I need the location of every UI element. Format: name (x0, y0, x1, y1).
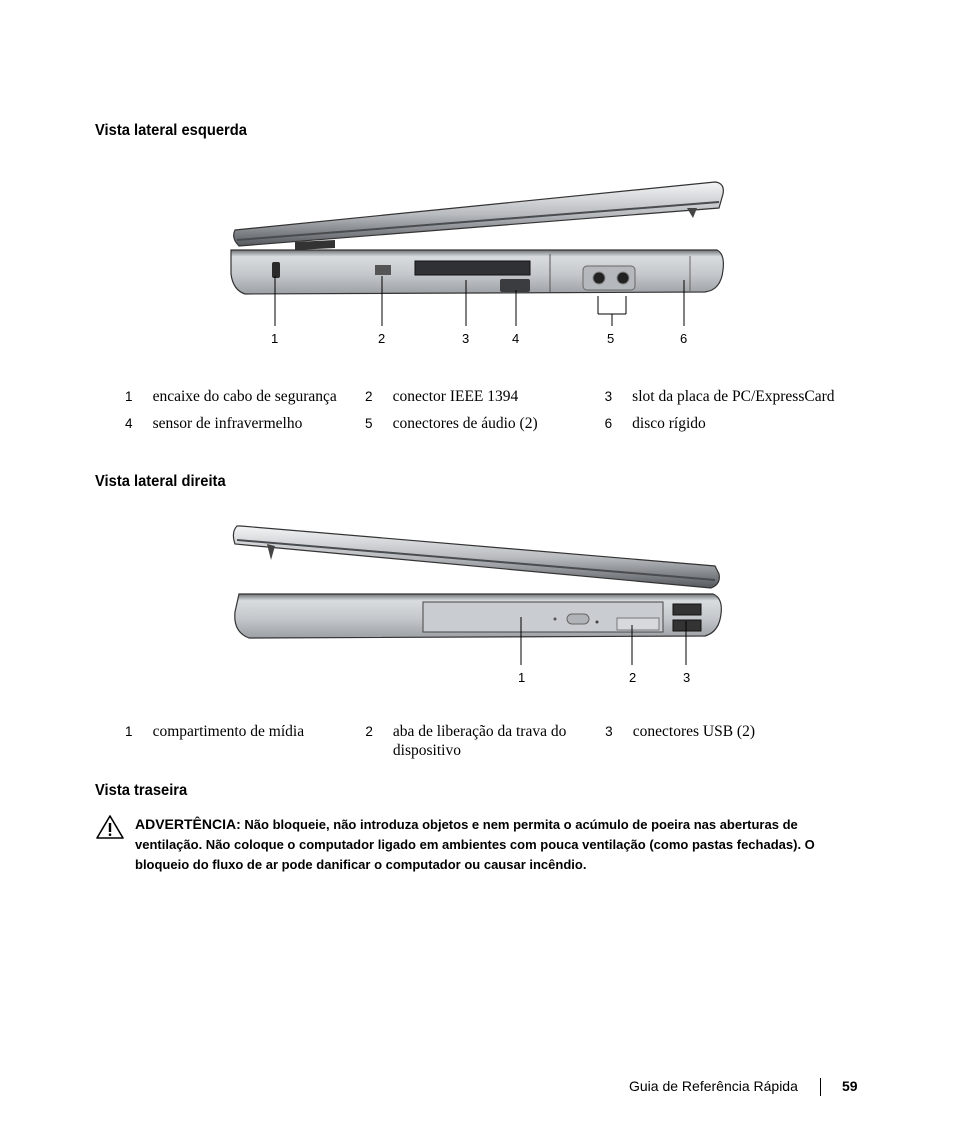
legend-number: 3 (605, 724, 613, 739)
callout-label: 2 (378, 331, 386, 346)
usb-port-1 (673, 604, 701, 615)
callout-label: 4 (512, 331, 520, 346)
legend-text: sensor de infravermelho (152, 415, 303, 432)
legend-text: encaixe do cabo de segurança (152, 388, 337, 405)
warning-block (95, 814, 855, 875)
legend-number: 2 (365, 724, 373, 739)
table-row (120, 722, 840, 768)
warning-text (135, 814, 855, 875)
warning-label: ADVERTÊNCIA: (135, 816, 241, 832)
laptop-lid (234, 182, 724, 246)
right-side-legend-table (120, 722, 840, 768)
table-row (120, 414, 840, 441)
legend-number: 5 (365, 416, 373, 431)
right-side-callout-lines (505, 617, 705, 673)
ieee1394-port (375, 265, 391, 275)
legend-number: 4 (125, 416, 133, 431)
laptop-lid (233, 526, 719, 588)
section-heading-left-side: Vista lateral esquerda (95, 122, 247, 139)
callout-label: 1 (518, 670, 526, 685)
callout-label: 3 (462, 331, 470, 346)
warning-body: Não bloqueie, não introduza objetos e nem permita o acúmulo de poeira nas aberturas de ventilação. Não coloque o computador ligado em ambientes com pouca ventilação (como pastas fechadas). O bloqueio do fluxo de ar pode danificar o computador ou causar incêndio. (135, 817, 815, 872)
legend-text: conectores de áudio (2) (392, 415, 538, 432)
legend-number: 2 (365, 389, 373, 404)
footer-title: Guia de Referência Rápida (629, 1078, 798, 1094)
legend-text: aba de liberação da trava do dispositivo (392, 723, 567, 759)
left-side-callout-lines (260, 276, 700, 346)
page-number: 59 (842, 1078, 858, 1094)
legend-number: 6 (604, 416, 613, 431)
legend-number: 1 (125, 724, 133, 739)
legend-text: conector IEEE 1394 (392, 388, 519, 405)
legend-number: 1 (125, 389, 133, 404)
legend-number: 3 (604, 389, 613, 404)
legend-text: slot da placa de PC/ExpressCard (632, 388, 835, 405)
section-heading-right-side: Vista lateral direita (95, 473, 226, 490)
pc-expresscard-slot (415, 261, 530, 275)
callout-label: 6 (680, 331, 688, 346)
footer-divider (820, 1078, 821, 1096)
callout-label: 1 (271, 331, 279, 346)
left-side-legend-table (120, 387, 840, 441)
warning-triangle-icon (95, 814, 125, 840)
callout-label: 5 (607, 331, 615, 346)
legend-text: compartimento de mídia (152, 723, 305, 740)
callout-label: 3 (683, 670, 691, 685)
table-row (120, 387, 840, 414)
legend-text: disco rígido (632, 415, 706, 432)
section-heading-back: Vista traseira (95, 782, 188, 799)
legend-text: conectores USB (2) (632, 723, 755, 740)
callout-label: 2 (629, 670, 637, 685)
